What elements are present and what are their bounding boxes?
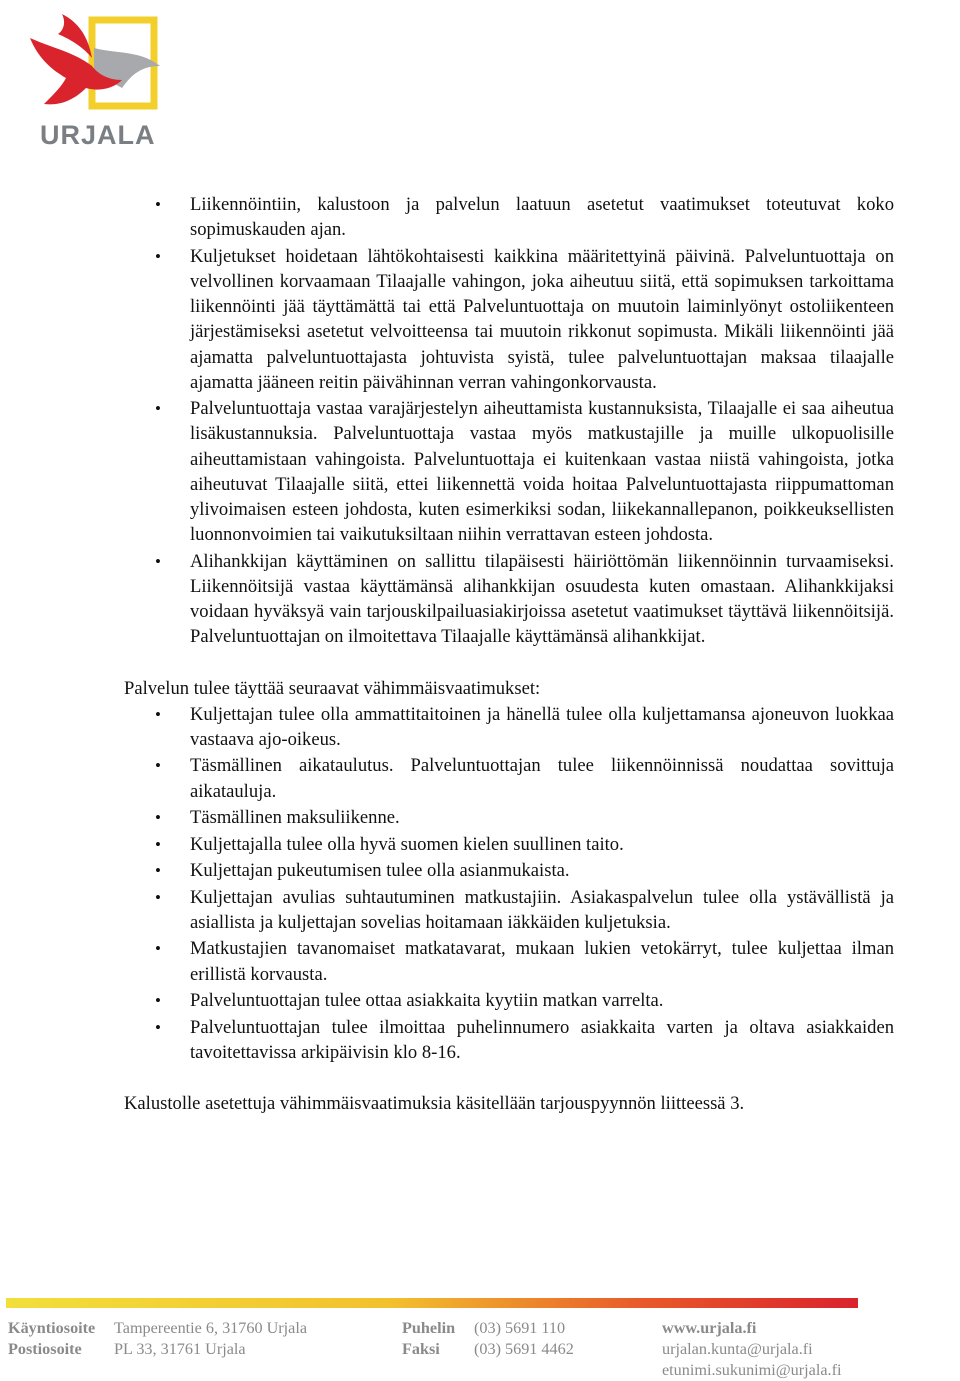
footer-labels [8,1318,95,1360]
phone-label: Puhelin [402,1319,456,1337]
list-item: • Liikennöintiin, kalustoon ja palvelun laatuun asetetut vaatimukset toteutuvat koko sopimuskauden ajan. [190,192,894,242]
list-item: • Palveluntuottajan tulee ilmoittaa puhelinnumero asiakkaita varten ja oltava asiakkaiden tavoitettavissa arkipäivisin klo 8-16. [190,1015,894,1065]
list-item: • Palveluntuottaja vastaa varajärjestelyn aiheuttamista kustannuksista, Tilaajalle ei saa aiheutua lisäkustannuksia. Palveluntuottaja vastaa myös matkustajille ja muille ulkopuolisille aiheuttamistaan vahingoista. Palveluntuottaja ei kuitenkaan vastaa niistä vahingoista, jotka aiheutuvat Tilaajalle siitä, ettei liikennettä voida hoitaa Palveluntuottajasta riippumattoman ylivoimaisen esteen johdosta, kuten esimerkiksi sodan, liikekannallepanon, poikkeuksellisten luonnonvoimien tai vaikutuksiltaan niihin verrattavan esteen johdosta. [190,396,894,547]
website-link[interactable]: www.urjala.fi [662,1319,757,1337]
email-link[interactable]: urjalan.kunta@urjala.fi [662,1340,813,1358]
minimum-requirements-intro: Palvelun tulee täyttää seuraavat vähimmäisvaatimukset: [124,677,541,699]
document-body [124,192,894,1116]
footer-contact-numbers [474,1318,574,1360]
fax-label: Faksi [402,1340,440,1358]
list-item: • Palveluntuottajan tulee ottaa asiakkaita kyytiin matkan varrelta. [190,988,894,1013]
requirements-list [124,192,894,650]
list-item: • Alihankkijan käyttäminen on sallittu tilapäisesti häiriöttömän liikennöinnin turvaamiseksi. Liikennöitsijä vastaa käyttämänsä alihankkijan osuudesta kuten omastaan. Alihankkijaksi voidaan hyväksyä vain tarjouskilpailuasiakirjoissa asetetut vaatimukset täyttävä liikennöitsijä. Palveluntuottajan on ilmoitettava Tilaajalle käyttämänsä alihankkijat. [190,549,894,650]
list-item: • Täsmällinen aikataulutus. Palveluntuottajan tulee liikennöinnissä noudattaa sovittuja aikatauluja. [190,753,894,803]
logo-text: URJALA [40,120,156,150]
minimum-requirements-list [124,702,894,1065]
footer-contact-labels [402,1318,455,1360]
closing-paragraph: Kalustolle asetettuja vähimmäisvaatimuksia käsitellään tarjouspyynnön liitteessä 3. [124,1092,745,1114]
fax-number: (03) 5691 4462 [474,1340,574,1358]
visit-address-label: Käyntiosoite [8,1319,96,1337]
footer-web [662,1318,841,1381]
post-address: PL 33, 31761 Urjala [114,1340,246,1358]
email-pattern: etunimi.sukunimi@urjala.fi [662,1361,842,1379]
list-item: • Kuljettajan tulee olla ammattitaitoinen ja hänellä tulee olla kuljettamansa ajoneuvon luokkaa vastaava ajo-oikeus. [190,702,894,752]
list-item: • Kuljettajan avulias suhtautuminen matkustajiin. Asiakaspalvelun tulee olla ystävällistä ja asiallista ja kuljettajan sovelias hoitamaan iäkkäiden kuljetuksia. [190,885,894,935]
list-item: • Matkustajien tavanomaiset matkatavarat, mukaan lukien vetokärryt, tulee kuljettaa ilman erillistä korvausta. [190,936,894,986]
list-item: • Kuljettajalla tulee olla hyvä suomen kielen suullinen taito. [190,832,894,857]
footer-addresses [114,1318,307,1360]
visit-address: Tampereentie 6, 31760 Urjala [114,1319,308,1337]
post-address-label: Postiosoite [8,1340,82,1358]
footer-divider [6,1298,858,1308]
list-item: • Täsmällinen maksuliikenne. [190,805,894,830]
phone-number: (03) 5691 110 [474,1319,566,1337]
list-item: • Kuljetukset hoidetaan lähtökohtaisesti kaikkina määritettyinä päivinä. Palveluntuottaja on velvollinen korvaamaan Tilaajalle vahingon, joka aiheutuu siitä, että sopimuksen tarkoittama liikennöinti jää täyttämättä tai että Palveluntuottaja on muutoin laiminlyönyt ostoliikenteen järjestämiseksi asetetut velvoitteensa tai muutoin rikkonut sopimusta. Mikäli liikennöinti jää ajamatta palveluntuottajasta johtuvista syistä, tulee palveluntuottajan maksaa tilaajalle ajamatta jääneen reitin päivähinnan verran vahingonkorvausta. [190,244,894,395]
list-item: • Kuljettajan pukeutumisen tulee olla asianmukaista. [190,858,894,883]
